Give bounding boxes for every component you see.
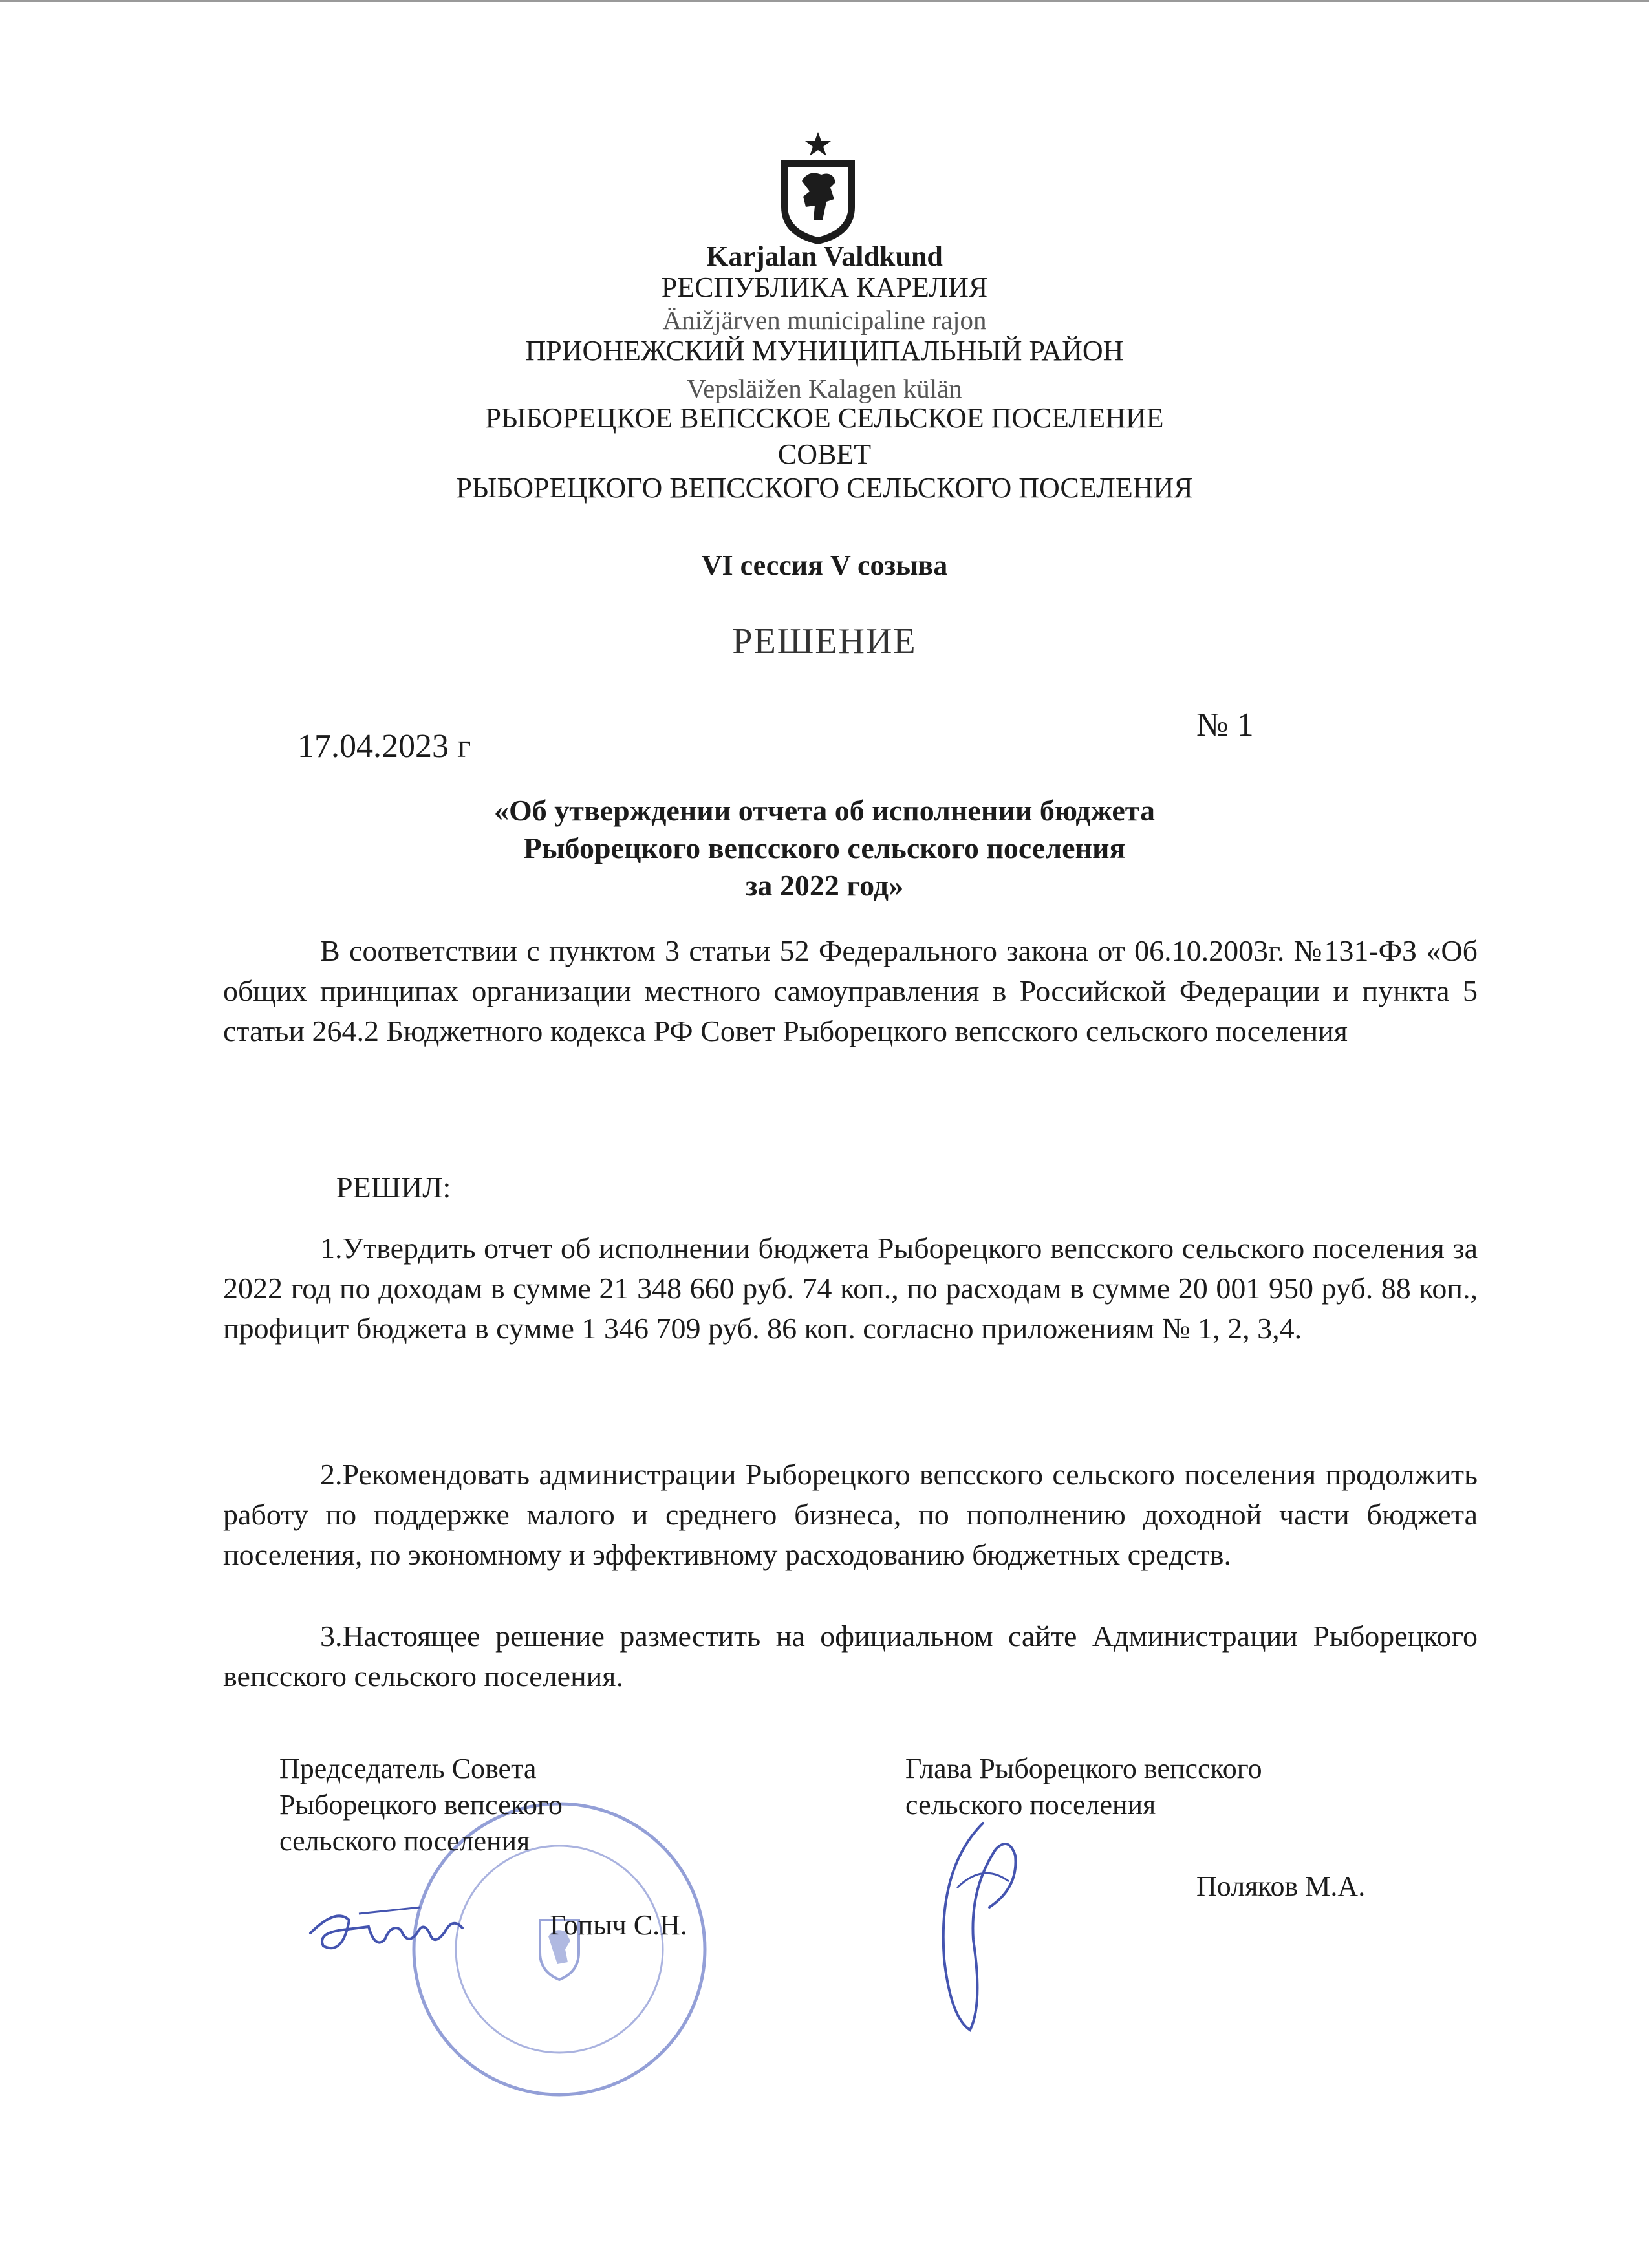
left-signature [297, 1894, 479, 1972]
left-signatory-title: Председатель Совета [279, 1753, 537, 1784]
header-karelian-republic: Karjalan Valdkund [706, 241, 943, 272]
document-title: РЕШЕНИЕ [732, 621, 917, 661]
header-council-of: РЫБОРЕЦКОГО ВЕПССКОГО СЕЛЬСКОГО ПОСЕЛЕНИЯ [456, 472, 1193, 504]
left-signatory-block [279, 1751, 563, 1859]
right-signatory-title: Глава Рыборецкого вепсского [905, 1753, 1262, 1784]
header-karelian-district: Änižjärven municipaline rajon [662, 305, 987, 335]
karelia-coat-of-arms-icon [776, 129, 860, 246]
subject-line: за 2022 год» [745, 869, 904, 902]
left-signatory-org: Рыборецкого вепсекого [279, 1789, 563, 1821]
left-signatory-name: Гопыч С.Н. [550, 1909, 687, 1941]
header-district: ПРИОНЕЖСКИЙ МУНИЦИПАЛЬНЫЙ РАЙОН [525, 335, 1124, 367]
header-karelian-settlement: Vepsläižen Kalagen külän [687, 374, 962, 403]
document-subject [0, 792, 1649, 904]
resolution-item-2: 2.Рекомендовать администрации Рыборецкого вепсского сельского поселения продолжить работу по поддержке малого и среднего бизнеса, по пополнению доходной части бюджета поселения, по экономному и эффективному расходованию бюджетных средств. [223, 1458, 1478, 1571]
right-signature [912, 1810, 1041, 2043]
header-settlement: РЫБОРЕЦКОЕ ВЕПССКОЕ СЕЛЬСКОЕ ПОСЕЛЕНИЕ [485, 402, 1164, 434]
scan-edge-line [0, 0, 1649, 2]
preamble-paragraph: В соответствии с пунктом 3 статьи 52 Федерального закона от 06.10.2003г. №131-ФЗ «Об общих принципах организации местного самоуправления в Российской Федерации и пункта 5 статьи 264.2 Бюджетного кодекса РФ Совет Рыборецкого вепсского сельского поселения [223, 934, 1478, 1047]
right-signatory-name: Поляков М.А. [1196, 1870, 1366, 1902]
resolution-item-3: 3.Настоящее решение разместить на официальном сайте Администрации Рыборецкого вепсского сельского поселения. [223, 1620, 1478, 1693]
right-signatory-org: сельского поселения [905, 1789, 1156, 1821]
session-label: VI сессия V созыва [701, 550, 948, 581]
header-council: СОВЕТ [777, 438, 872, 470]
subject-line: Рыборецкого вепсского сельского поселения [523, 831, 1126, 864]
resolved-heading: РЕШИЛ: [336, 1171, 451, 1204]
resolution-item-1: 1.Утвердить отчет об исполнении бюджета Рыборецкого вепсского сельского поселения за 2022 год по доходам в сумме 21 348 660 руб. 74 коп., по расходам в сумме 20 001 950 руб. 88 коп., профицит бюджета в сумме 1 346 709 руб. 86 коп. согласно приложениям № 1, 2, 3,4. [223, 1232, 1478, 1345]
document-date: 17.04.2023 г [297, 728, 471, 765]
header-republic: РЕСПУБЛИКА КАРЕЛИЯ [661, 272, 988, 303]
document-number: № 1 [1196, 707, 1254, 744]
subject-line: «Об утверждении отчета об исполнении бюджета [494, 794, 1155, 827]
left-signatory-org: сельского поселения [279, 1825, 530, 1857]
